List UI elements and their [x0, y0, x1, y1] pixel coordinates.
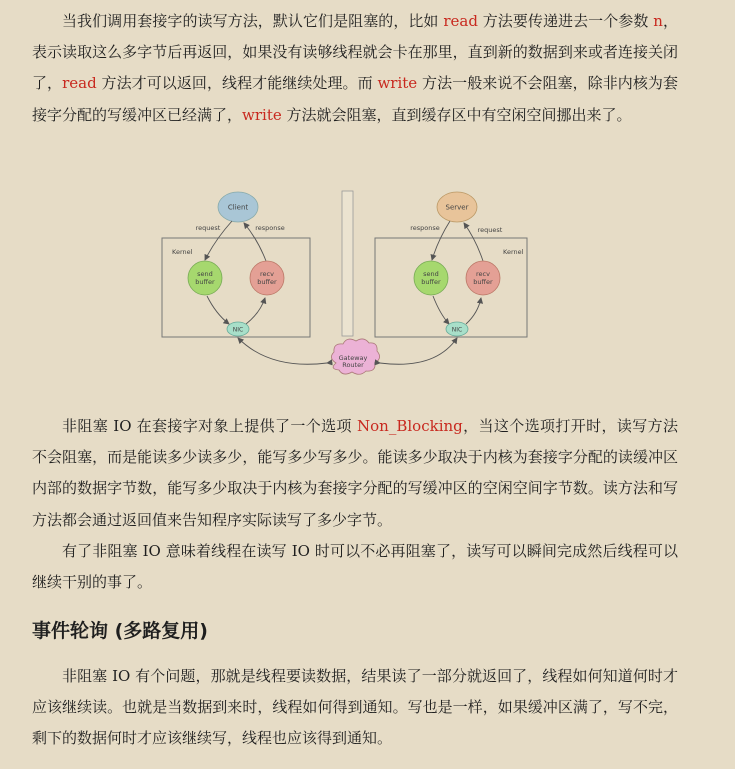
text-run: 方法一般来说不会阻塞，除非内核为套接字分配的写缓冲区已经满了，: [32, 74, 678, 124]
router-label: Router: [342, 361, 364, 369]
left-request-label: request: [195, 224, 221, 232]
left-recv-label-2: buffer: [257, 278, 277, 286]
code-write: write: [242, 105, 282, 124]
text-run: ，当这个选项打开时，读写方法不会阻塞，而是能读多少读多少，能写多少写多少。能读多少取决于内核为套接字分配的读缓冲区内部的数据字节数，能写多少取决于内核为套接字分配的写缓冲区的空闲空间字节数。读方法和写方法都会通过返回值来告知程序实际读写了多少字节。: [32, 417, 678, 529]
client-label: Client: [227, 203, 249, 212]
socket-buffer-diagram: [0, 180, 735, 395]
right-recv-label-2: buffer: [473, 278, 493, 286]
text-run: 当我们调用套接字的读写方法，默认它们是阻塞的，比如: [62, 12, 444, 30]
text-run: 方法要传递进去一个参数: [477, 12, 654, 30]
left-send-label: send: [197, 270, 213, 278]
text-run: 非阻塞 IO 在套接字对象上提供了一个选项: [62, 417, 358, 435]
code-write: write: [377, 74, 418, 93]
code-non-blocking: Non_Blocking: [357, 417, 463, 435]
right-send-label-2: buffer: [421, 278, 441, 286]
text-run: 方法就会阻塞，直到缓存区中有空闲空间挪出来了。: [281, 105, 632, 124]
code-n: n: [653, 12, 663, 30]
paragraph-blocking-io: [32, 6, 678, 131]
send-to-nic-arrow: [207, 296, 229, 324]
right-kernel-label: Kernel: [503, 248, 524, 256]
left-send-label-2: buffer: [195, 278, 215, 286]
text-run: 方法才可以返回，线程才能继续处理。而: [96, 74, 378, 93]
section-heading: 事件轮询 (多路复用): [32, 620, 208, 642]
separator-bar: [342, 191, 353, 336]
right-nic-label: NIC: [451, 326, 463, 334]
send-to-nic-arrow-right: [433, 296, 449, 324]
paragraph-non-blocking-benefit: 有了非阻塞 IO 意味着线程在读写 IO 时可以不必再阻塞了，读写可以瞬间完成然后线程可以继续干别的事了。: [32, 542, 678, 592]
server-label: Server: [445, 203, 469, 212]
left-response-label: response: [255, 224, 285, 232]
nic-to-recv-arrow: [246, 298, 265, 324]
paragraph-notification-problem: 非阻塞 IO 有个问题，那就是线程要读数据，结果读了一部分就返回了，线程如何知道何时才应该继续读。也就是当数据到来时，线程如何得到通知。写也是一样，如果缓冲区满了，写不完，剩下的数据何时才应该继续写，线程也应该得到通知。: [32, 667, 678, 748]
nic-to-recv-arrow-right: [466, 298, 481, 324]
right-send-label: send: [423, 270, 439, 278]
left-kernel-label: Kernel: [172, 248, 193, 256]
right-response-label: response: [410, 224, 440, 232]
code-read: read: [62, 74, 97, 93]
paragraph-non-blocking-io: [32, 411, 678, 536]
left-nic-gateway-link: [238, 338, 327, 364]
left-recv-label: recv: [260, 270, 274, 278]
right-recv-label: recv: [476, 270, 490, 278]
gateway-label: Gateway: [338, 354, 368, 362]
text-run: ，表示读取这么多字节后再返回，如果没有读够线程就会卡在那里，直到新的数据到来或者连接关闭了，: [32, 12, 678, 93]
right-nic-gateway-link: [380, 338, 457, 364]
right-request-label: request: [477, 226, 503, 234]
left-nic-label: NIC: [232, 326, 244, 334]
code-read: read: [443, 12, 478, 30]
